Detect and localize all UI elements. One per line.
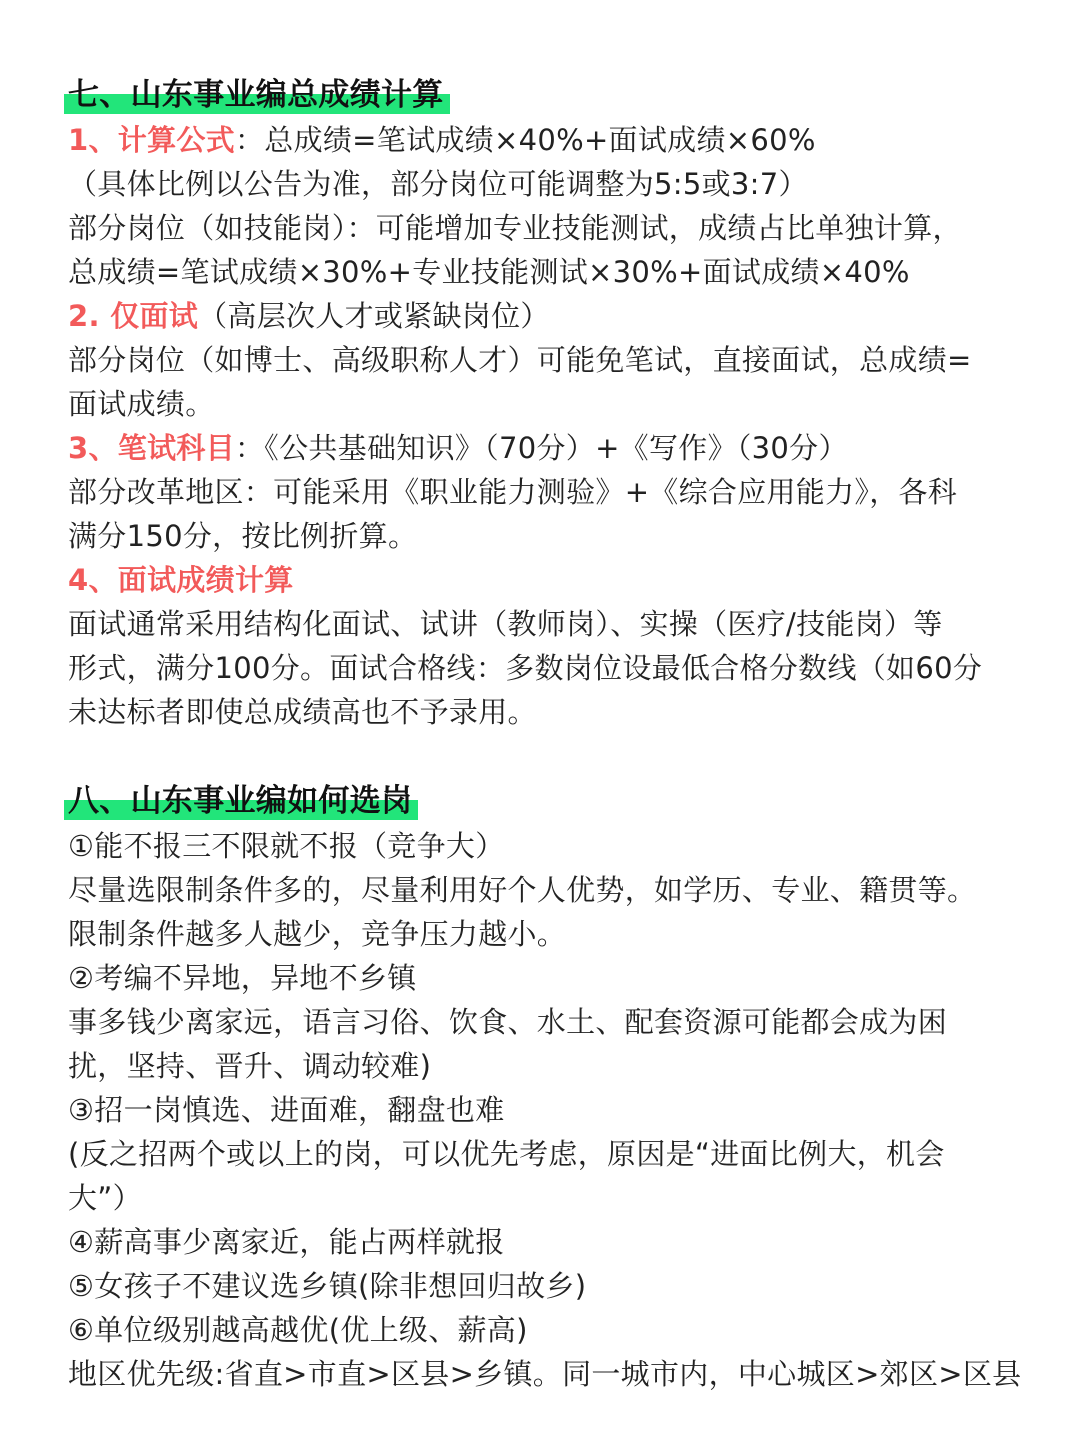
tip-line: 扰，坚持、晋升、调动较难) <box>68 1049 432 1083</box>
section7-heading: 七、山东事业编总成绩计算 <box>68 72 444 118</box>
section7-heading-row <box>68 72 1028 118</box>
phd-line-2: 面试成绩。 <box>68 387 215 421</box>
tip-line: (反之招两个或以上的岗，可以优先考虑，原因是“进面比例大，机会 <box>68 1137 945 1171</box>
interview-line-3: 未达标者即使总成绩高也不予录用。 <box>68 695 537 729</box>
tip-line: ④薪高事少离家近，能占两样就报 <box>68 1225 505 1259</box>
section-spacer <box>68 734 1028 778</box>
tip-line: ⑤女孩子不建议选乡镇(除非想回归故乡) <box>68 1269 587 1303</box>
tip-line: 限制条件越多人越少，竞争压力越小。 <box>68 917 567 951</box>
item3-text: ：《公共基础知识》（70分）+《写作》（30分） <box>234 431 848 465</box>
interview-line-1: 面试通常采用结构化面试、试讲（教师岗）、实操（医疗/技能岗）等 <box>68 607 943 641</box>
interview-only-line <box>68 294 1028 338</box>
tip-line: 大”） <box>68 1181 142 1215</box>
ratio-note: （具体比例以公告为准，部分岗位可能调整为5:5或3:7） <box>68 167 808 201</box>
skill-post-line-2: 总成绩=笔试成绩×30%+专业技能测试×30%+面试成绩×40% <box>68 255 910 289</box>
tip-line: ③招一岗慎选、进面难，翻盘也难 <box>68 1093 505 1127</box>
item1-text: ：总成绩=笔试成绩×40%+面试成绩×60% <box>234 123 816 157</box>
item3-label: 3、笔试科目 <box>68 431 235 465</box>
tip-line: ②考编不异地，异地不乡镇 <box>68 961 417 995</box>
skill-post-line-1: 部分岗位（如技能岗）：可能增加专业技能测试，成绩占比单独计算， <box>68 211 962 245</box>
tip-line: ⑥单位级别越高越优(优上级、薪高) <box>68 1313 528 1347</box>
interview-score-heading <box>68 558 1028 602</box>
section8-heading-row <box>68 778 1028 824</box>
subjects-line <box>68 426 1028 470</box>
item1-label: 1、计算公式 <box>68 123 235 157</box>
item2-label: 2. 仅面试 <box>68 299 199 333</box>
reform-line-1: 部分改革地区：可能采用《职业能力测验》+《综合应用能力》，各科 <box>68 475 958 509</box>
reform-line-2: 满分150分，按比例折算。 <box>68 519 418 553</box>
tip-line: 地区优先级:省直>市直>区县>乡镇。同一城市内，中心城区>郊区>区县 <box>68 1357 1022 1391</box>
item2-text: （高层次人才或紧缺岗位） <box>198 299 550 333</box>
formula-line <box>68 118 1028 162</box>
phd-line-1: 部分岗位（如博士、高级职称人才）可能免笔试，直接面试，总成绩= <box>68 343 972 377</box>
item4-label: 4、面试成绩计算 <box>68 563 294 597</box>
tip-line: 事多钱少离家远，语言习俗、饮食、水土、配套资源可能都会成为困 <box>68 1005 948 1039</box>
tip-line: ①能不报三不限就不报（竞争大） <box>68 829 505 863</box>
tip-line: 尽量选限制条件多的，尽量利用好个人优势，如学历、专业、籍贯等。 <box>68 873 977 907</box>
section8-heading: 八、山东事业编如何选岗 <box>68 778 412 824</box>
interview-line-2: 形式，满分100分。面试合格线：多数岗位设最低合格分数线（如60分 <box>68 651 983 685</box>
